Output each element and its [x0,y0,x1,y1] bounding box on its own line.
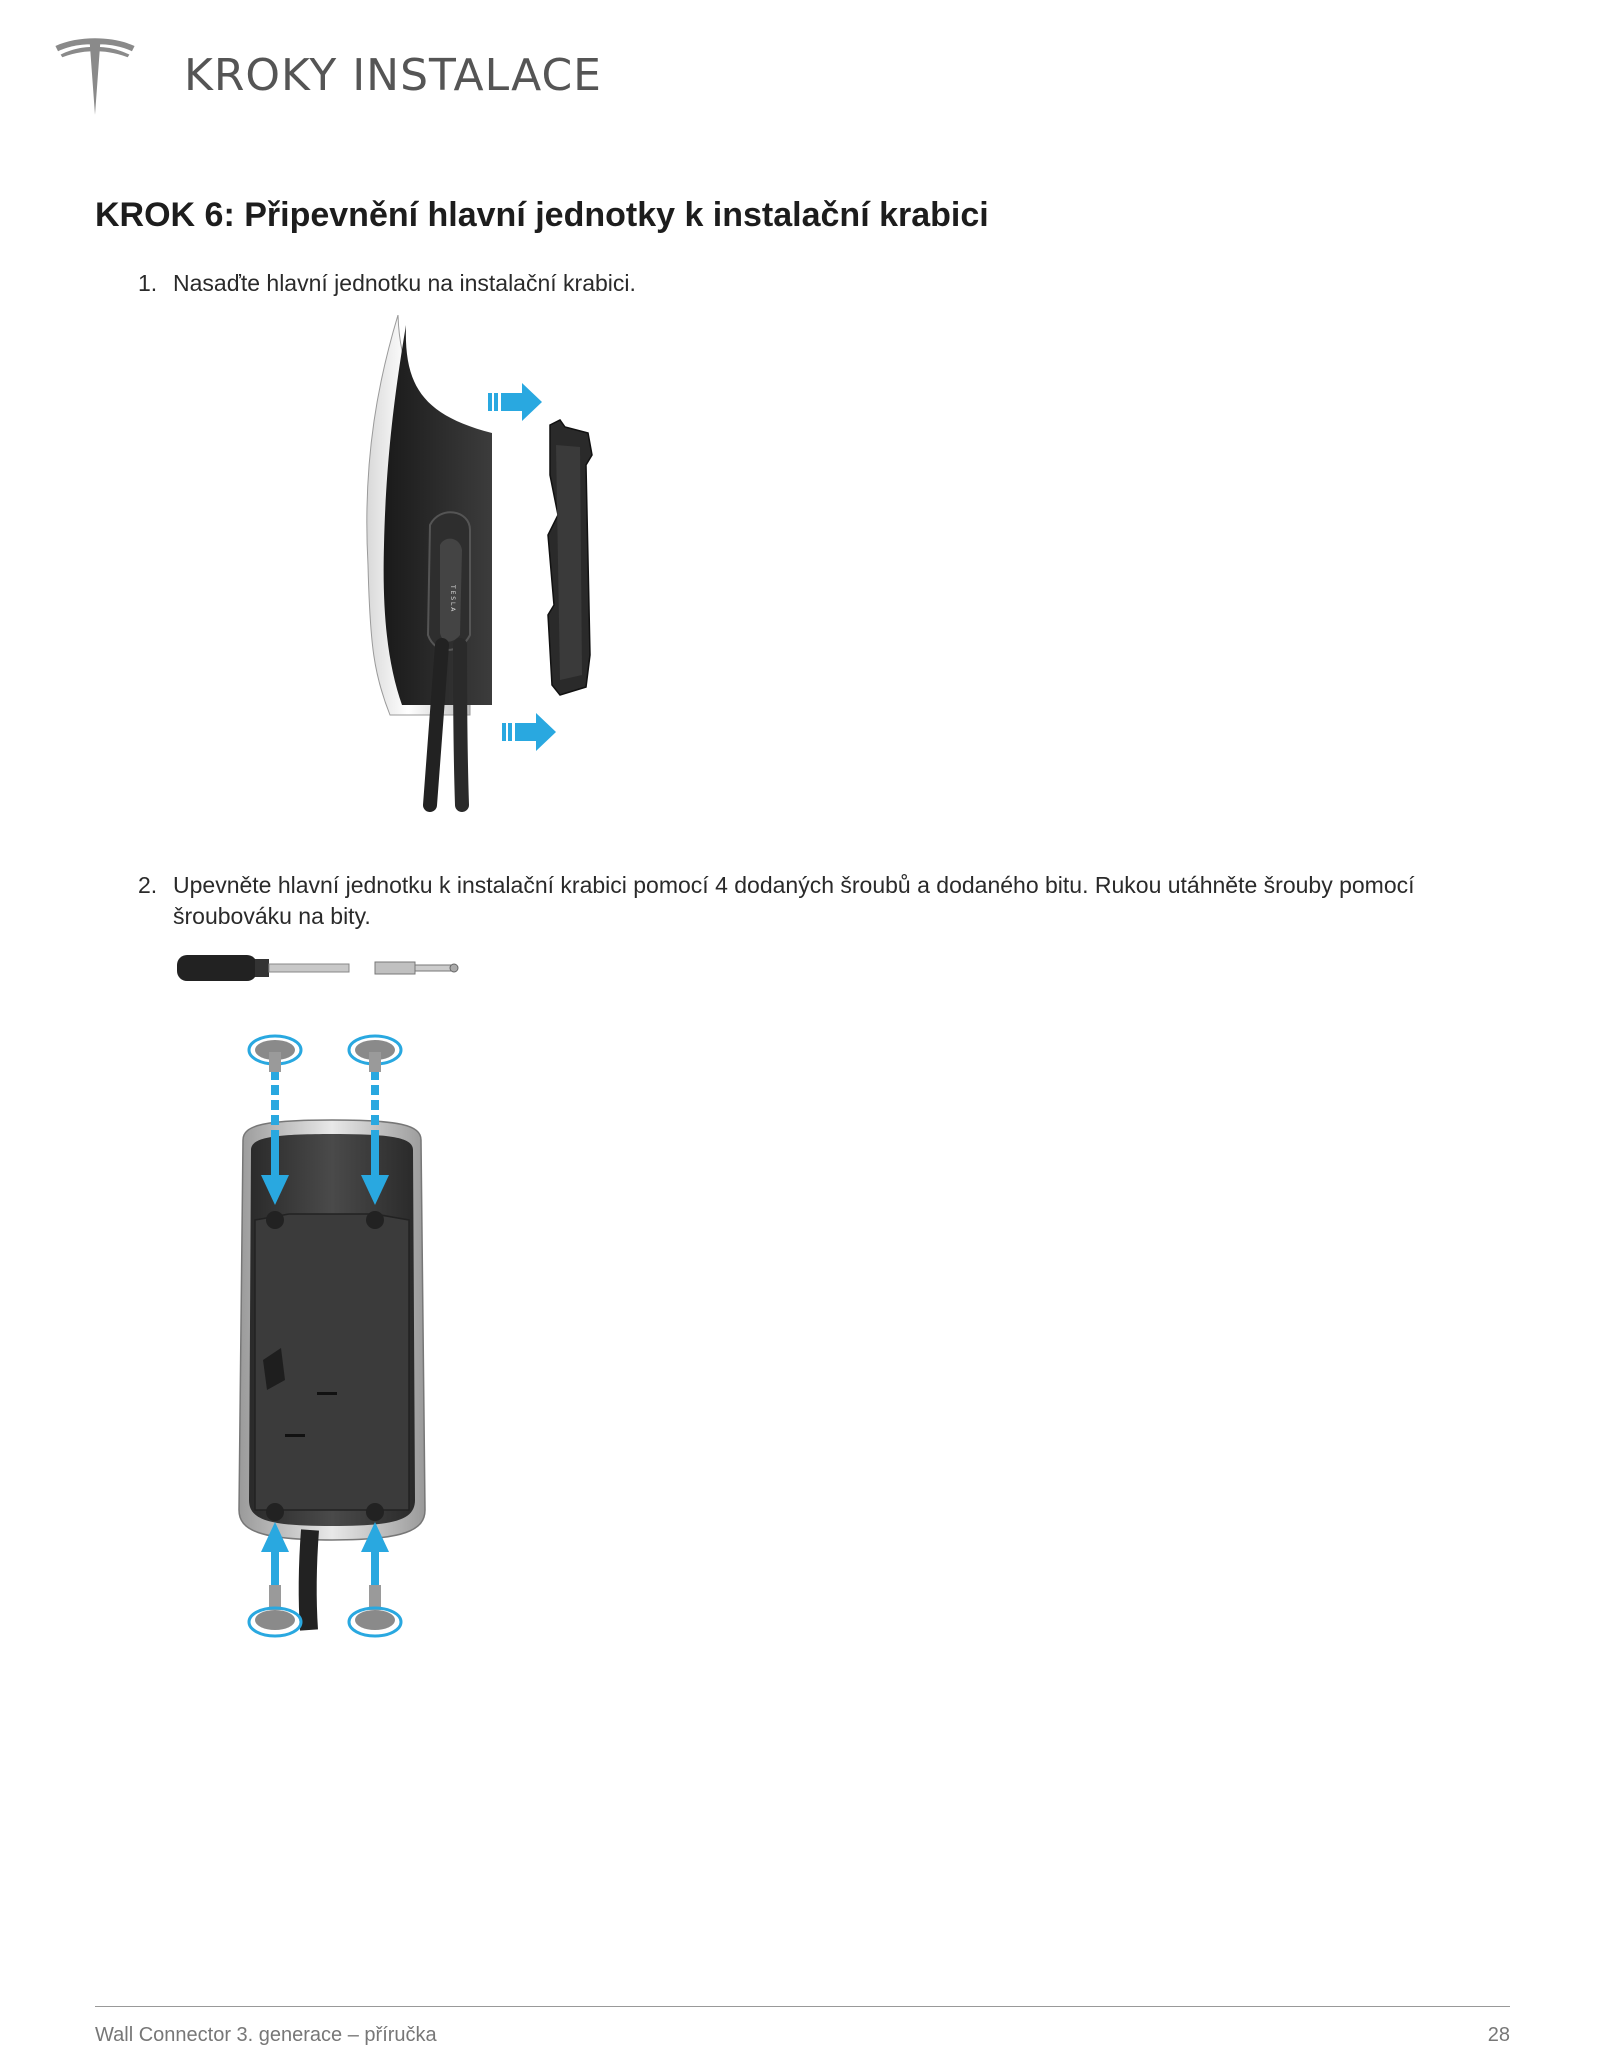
page-number: 28 [1487,2024,1510,2046]
tesla-logo-icon [52,34,138,120]
section-title: KROKY INSTALACE [184,50,602,101]
screwdriver-and-bit-illustration [175,945,465,990]
wall-connector-side-view-illustration [360,315,600,815]
svg-text:T E S L A: T E S L A [449,585,456,612]
instruction-item [138,870,1518,932]
footer-divider [95,2006,1510,2007]
instruction-number: 2. [138,872,158,898]
instruction-item [138,268,1518,299]
instruction-text: Upevněte hlavní jednotku k instalační krabici pomocí 4 dodaných šroubů a dodaného bitu. Rukou utáhněte šrouby pomocí šroubováku na bity. [173,872,1415,929]
footer-document-name: Wall Connector 3. generace – příručka [95,2024,437,2046]
instruction-number: 1. [138,270,158,296]
page-header [0,0,1600,140]
step-title: KROK 6: Připevnění hlavní jednotky k instalační krabici [95,196,989,234]
wall-connector-back-screws-illustration [225,1030,440,1655]
instruction-text: Nasaďte hlavní jednotku na instalační krabici. [173,270,636,296]
